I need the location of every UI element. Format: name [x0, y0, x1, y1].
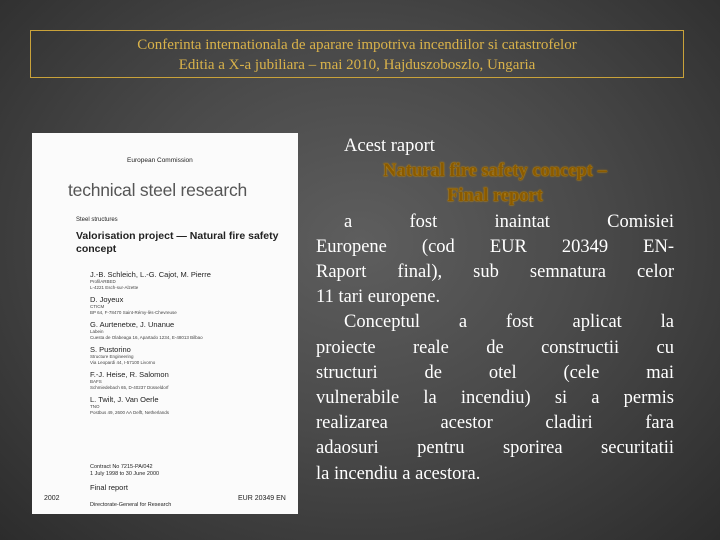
cover-author-addr: Postbus 49, 2600 AA Delft, Netherlands: [90, 409, 170, 415]
para2-line: vulnerabile la incendiu) si a permis: [316, 388, 674, 409]
cover-author-org: CTICM: [90, 304, 105, 309]
para1-line: Raport final), sub semnatura celor: [316, 262, 674, 283]
cover-author-org: ProfilARBED: [90, 279, 116, 284]
cover-series: technical steel research: [68, 180, 248, 200]
cover-author-block: [90, 320, 290, 340]
cover-author-block: [90, 345, 290, 365]
report-cover-image: [32, 133, 298, 514]
para1-line: 11 tari europene.: [316, 287, 441, 308]
cover-author-addr: Cuesta de Olabeaga 16, Apartado 1234, E-48013 Bilbao: [90, 334, 203, 340]
cover-author-block: [90, 295, 290, 315]
para2-line: Conceptul a fost aplicat la: [344, 312, 674, 333]
para1-line: Europene (cod EUR 20349 EN-: [316, 236, 674, 257]
cover-author-org: Structure Engineering: [90, 354, 134, 359]
cover-category: Steel structures: [76, 217, 118, 223]
cover-author-addr: L-4221 Esch-sur-Alzette: [90, 284, 139, 290]
cover-directorate: Directorate-General for Research: [90, 502, 172, 508]
cover-author-org: TNO: [90, 404, 100, 409]
intro-line: Acest raport: [344, 136, 435, 156]
conference-title: Conferinta internationala de aparare impotriva incendiilor si catastrofelor: [137, 37, 577, 53]
para2-line: adaosuri pentru sporirea securitatii: [316, 438, 674, 459]
cover-author-block: [90, 270, 290, 290]
para1-line: a fost inaintat Comisiei: [344, 211, 674, 232]
cover-author-block: [90, 370, 290, 390]
cover-author-block: [90, 395, 290, 415]
cover-author-name: D. Joyeux: [90, 295, 124, 304]
cover-contract: [90, 464, 159, 478]
cover-author-name: F.-J. Heise, R. Salomon: [90, 370, 169, 379]
cover-author-addr: Via Leopardi 44, I-57100 Livorno: [90, 359, 156, 365]
cover-report-type: Final report: [90, 483, 128, 492]
cover-author-name: S. Pustorino: [90, 345, 131, 354]
cover-author-name: G. Aurtenetxe, J. Unanue: [90, 320, 175, 329]
cover-eur-code: EUR 20349 EN: [238, 495, 286, 502]
report-title-line: Natural fire safety concept –: [383, 161, 607, 182]
cover-contract-number: Contract No 7215-PA/042: [90, 464, 153, 470]
para2-line: realizarea acestor cladiri fara: [316, 413, 674, 434]
cover-author-org: Labein: [90, 329, 104, 334]
cover-author-addr: BP 64, F-78470 Saint-Rémy-lès-Chevreuse: [90, 309, 177, 315]
report-description: [316, 134, 674, 487]
cover-author-addr: Schmiedebach 65, D-40237 Düsseldorf: [90, 384, 169, 390]
para2-line: structuri de otel (cele mai: [316, 362, 674, 383]
report-title-line: Final report: [447, 186, 543, 207]
cover-year: 2002: [44, 495, 60, 502]
cover-author-name: J.-B. Schleich, L.-G. Cajot, M. Pierre: [90, 270, 211, 279]
conference-edition: Editia a X-a jubiliara – mai 2010, Hajduszoboszlo, Ungaria: [178, 57, 536, 73]
para2-line: la incendiu a acestora.: [316, 463, 481, 484]
cover-title: Valorisation project — Natural fire safety concept: [76, 230, 279, 255]
para2-line: proiecte reale de constructii cu: [316, 337, 674, 358]
cover-authors: [90, 270, 290, 420]
cover-author-name: L. Twilt, J. Van Oerle: [90, 395, 159, 404]
cover-author-org: BAFS: [90, 379, 102, 384]
conference-header: [30, 30, 684, 78]
cover-contract-period: 1 July 1998 to 30 June 2000: [90, 471, 160, 477]
cover-publisher: European Commission: [127, 157, 193, 164]
